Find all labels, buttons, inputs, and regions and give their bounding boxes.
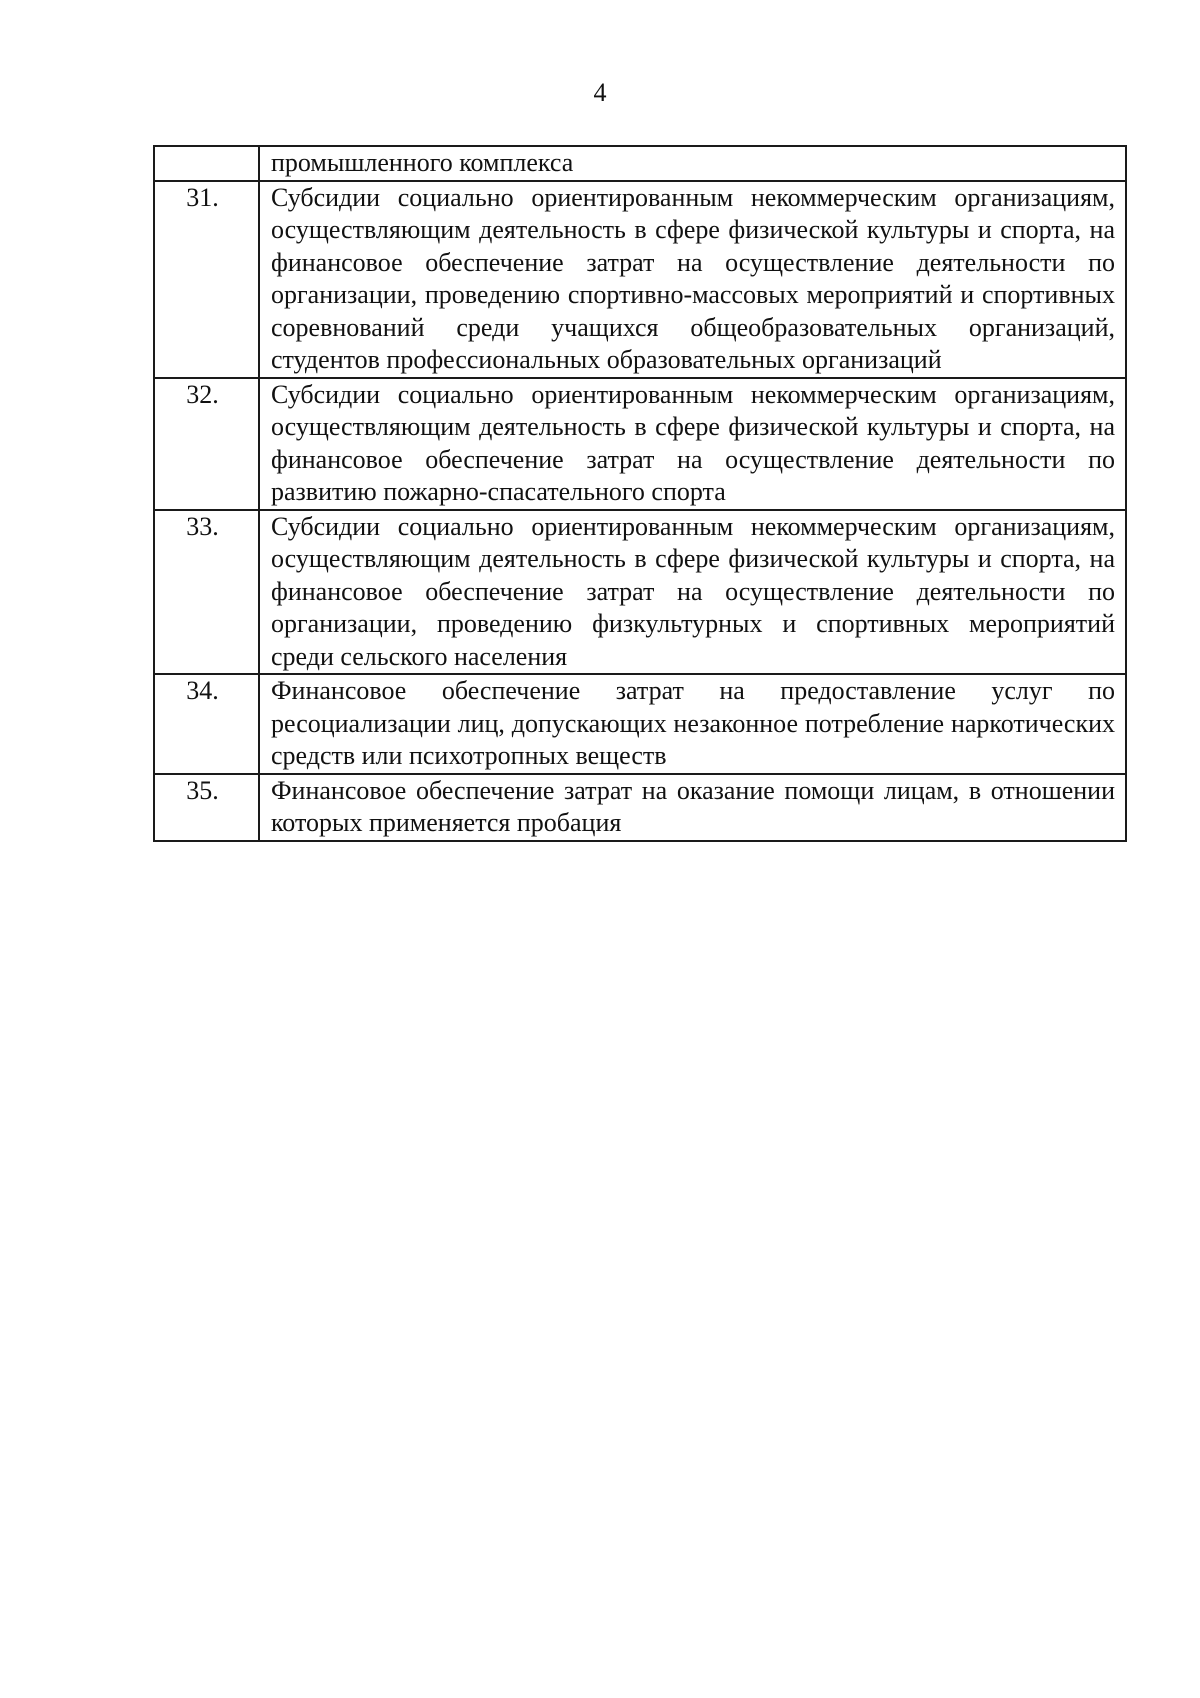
row-number: 34.: [154, 674, 259, 774]
row-number: [154, 146, 259, 181]
table-row: [154, 181, 1126, 378]
row-text: Финансовое обеспечение затрат на предоставление услуг по ресоциализации лиц, допускающих незаконное потребление наркотических средств или психотропных веществ: [259, 674, 1126, 774]
table-row: [154, 510, 1126, 675]
table-row: [154, 378, 1126, 510]
row-text: Субсидии социально ориентированным некоммерческим организациям, осуществляющим деятельность в сфере физической культуры и спорта, на финансовое обеспечение затрат на осуществление деятельности по организации, проведению физкультурных и спортивных мероприятий среди сельского населения: [259, 510, 1126, 675]
subsidy-table: [153, 145, 1127, 842]
row-number: 31.: [154, 181, 259, 378]
row-text: Финансовое обеспечение затрат на оказание помощи лицам, в отношении которых применяется пробация: [259, 774, 1126, 841]
row-text: промышленного комплекса: [259, 146, 1126, 181]
page-number: 4: [593, 78, 607, 107]
row-number: 32.: [154, 378, 259, 510]
table-row: [154, 674, 1126, 774]
table-row: [154, 146, 1126, 181]
row-text: Субсидии социально ориентированным некоммерческим организациям, осуществляющим деятельность в сфере физической культуры и спорта, на финансовое обеспечение затрат на осуществление деятельности по организации, проведению спортивно-массовых мероприятий и спортивных соревнований среди учащихся общеобразовательных организаций, студентов профессиональных образовательных организаций: [259, 181, 1126, 378]
row-text: Субсидии социально ориентированным некоммерческим организациям, осуществляющим деятельность в сфере физической культуры и спорта, на финансовое обеспечение затрат на осуществление деятельности по развитию пожарно-спасательного спорта: [259, 378, 1126, 510]
row-number: 35.: [154, 774, 259, 841]
row-number: 33.: [154, 510, 259, 675]
table-row: [154, 774, 1126, 841]
